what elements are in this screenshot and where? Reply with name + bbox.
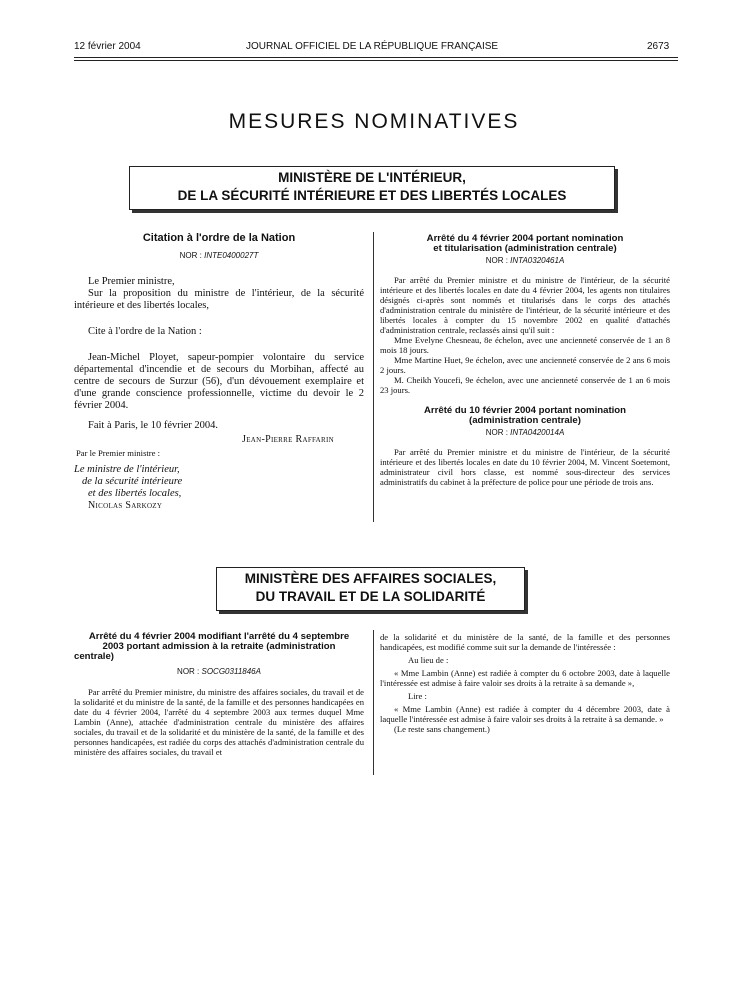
arrete3-p1: Par arrêté du Premier ministre, du ministre des affaires sociales, du travail et de la solidarité et du ministre de la santé, de la famille et des personnes handicapées en date du 4 février 2004, l'arrêté du 4 septembre 2003 aux termes duquel Mme Lambin (Anne), attachée d'administration centrale du ministère des affaires sociales, du travail et de la solidarité et du ministère de la santé, de la famille et des personnes handicapées, est radiée du corps des attachés d'administration centrale du ministère des affaires sociales, du travail et [74, 687, 364, 757]
arrete-nomination-titularisation [380, 234, 670, 487]
arrete3-title-l1: Arrêté du 4 février 2004 modifiant l'arrêté du 4 septembre [88, 631, 350, 642]
arrete1-nor [380, 256, 670, 266]
ministry2-name-line1: MINISTÈRE DES AFFAIRES SOCIALES, [244, 571, 497, 586]
arrete1-title [380, 234, 670, 254]
citation-p2: Sur la proposition du ministre de l'intérieur, de la sécurité intérieure et des libertés locales, [74, 288, 364, 311]
arrete1-p3: Mme Martine Huet, 9e échelon, avec une ancienneté conservée de 2 ans 6 mois 2 jours. [380, 355, 670, 375]
ministry-name-line1: MINISTÈRE DE L'INTÉRIEUR, [278, 170, 466, 185]
citation-p4: Jean-Michel Ployet, sapeur-pompier volontaire du service départemental d'incendie et de secours du Morbihan, affecté au centre de secours de Surzur (56), d'un dévouement exemplaire et d'une grande conscience professionnelle, victime du devoir le 2 février 2004. [74, 352, 364, 411]
citation-p3: Cite à l'ordre de la Nation : [88, 326, 202, 337]
arrete3-title [74, 632, 364, 662]
header-rule-2 [74, 60, 678, 61]
header-journal-title: JOURNAL OFFICIEL DE LA RÉPUBLIQUE FRANÇAISE [246, 41, 499, 52]
nor-label: NOR : [485, 428, 511, 437]
header-rule [74, 57, 678, 58]
nor-code: SOCG0311846A [201, 667, 261, 676]
arrete-retraite [74, 632, 364, 757]
header-page-number: 2673 [647, 41, 670, 52]
citation-title: Citation à l'ordre de la Nation [142, 232, 296, 244]
citation-p1: Le Premier ministre, [88, 276, 175, 287]
arrete2-p1: Par arrêté du Premier ministre et du ministre de l'intérieur, de la sécurité intérieure et des libertés locales en date du 10 février 2004, M. Vincent Soetemont, administrateur civil hors classe, est nommé sous-directeur des services administratifs du cabinet à la préfecture de police pour une période de trois ans. [380, 447, 670, 487]
header-date: 12 février 2004 [74, 41, 141, 52]
arrete3-p7: (Le reste sans changement.) [394, 724, 490, 734]
ministry-name-line2: DE LA SÉCURITÉ INTÉRIEURE ET DES LIBERTÉS LOCALES [177, 188, 567, 203]
citation-nor [74, 250, 364, 262]
arrete3-p5: Lire : [408, 691, 427, 701]
arrete2-title-l2: (administration centrale) [469, 415, 581, 426]
nor-code: INTA0320461A [510, 256, 565, 265]
nor-label: NOR : [485, 256, 511, 265]
arrete3-p2: de la solidarité et du ministère de la santé, de la famille et des personnes handicapées, est modifié comme suit sur la demande de l'intéressée : [380, 632, 670, 652]
section-title: MESURES NOMINATIVES [228, 110, 520, 133]
ministry-box-interieur [129, 166, 615, 210]
ministry-box-affaires-sociales [216, 567, 525, 611]
arrete3-title-l2: 2003 portant admission à la retraite (administration [102, 641, 336, 652]
arrete2-title-l1: Arrêté du 10 février 2004 portant nomination [423, 405, 627, 416]
nor-code: INTE0400027T [204, 251, 259, 260]
arrete1-p1: Par arrêté du Premier ministre et du ministre de l'intérieur, de la sécurité intérieure et des libertés locales en date du 4 février 2004, les agents non titulaires désignés ci-après sont nommés et titularisés dans le corps des attachés d'administration centrale du ministère de l'intérieur, de la sécurité intérieure et des libertés locales à compter du 15 novembre 2002 en qualité d'attachés d'administration centrale, reclassés ainsi qu'il suit : [380, 275, 670, 335]
column-divider [373, 232, 374, 522]
nor-label: NOR : [177, 667, 202, 676]
citation-date: Fait à Paris, le 10 février 2004. [88, 420, 219, 431]
arrete1-p2: Mme Evelyne Chesneau, 8e échelon, avec une ancienneté conservée de 1 an 8 mois 18 jours. [380, 335, 670, 355]
arrete-retraite-continued [380, 632, 670, 734]
arrete2-nor [380, 428, 670, 438]
minister-title-l1: Le ministre de l'intérieur, [74, 464, 180, 475]
arrete3-p6: « Mme Lambin (Anne) est radiée à compter du 4 décembre 2003, date à laquelle l'intéressée est admise à faire valoir ses droits à la retraite à sa demande. » [380, 704, 670, 724]
arrete3-nor [74, 667, 364, 677]
arrete3-p3: Au lieu de : [408, 655, 449, 665]
arrete1-title-l2: et titularisation (administration centrale) [433, 243, 617, 254]
arrete1-title-l1: Arrêté du 4 février 2004 portant nomination [426, 233, 624, 244]
ministry2-name-line2: DU TRAVAIL ET DE LA SOLIDARITÉ [255, 589, 486, 604]
minister-name: Nicolas Sarkozy [88, 500, 163, 511]
citation-par: Par le Premier ministre : [76, 448, 161, 458]
nor-code: INTA0420014A [510, 428, 565, 437]
arrete3-title-l3: centrale) [74, 651, 114, 662]
minister-title-l3: et des libertés locales, [88, 488, 182, 499]
minister-title-l2: de la sécurité intérieure [82, 476, 183, 487]
arrete3-p4: « Mme Lambin (Anne) est radiée à compter du 6 octobre 2003, date à laquelle l'intéressée est admise à faire valoir ses droits à la retraite à sa demande », [380, 668, 670, 688]
signatory-name: Jean-Pierre Raffarin [242, 434, 334, 445]
citation-section [74, 232, 364, 512]
arrete2-title [380, 406, 670, 426]
column-divider-lower [373, 630, 374, 775]
arrete1-p4: M. Cheikh Youcefi, 9e échelon, avec une ancienneté conservée de 1 an 6 mois 23 jours. [380, 375, 670, 395]
nor-label: NOR : [179, 251, 205, 260]
